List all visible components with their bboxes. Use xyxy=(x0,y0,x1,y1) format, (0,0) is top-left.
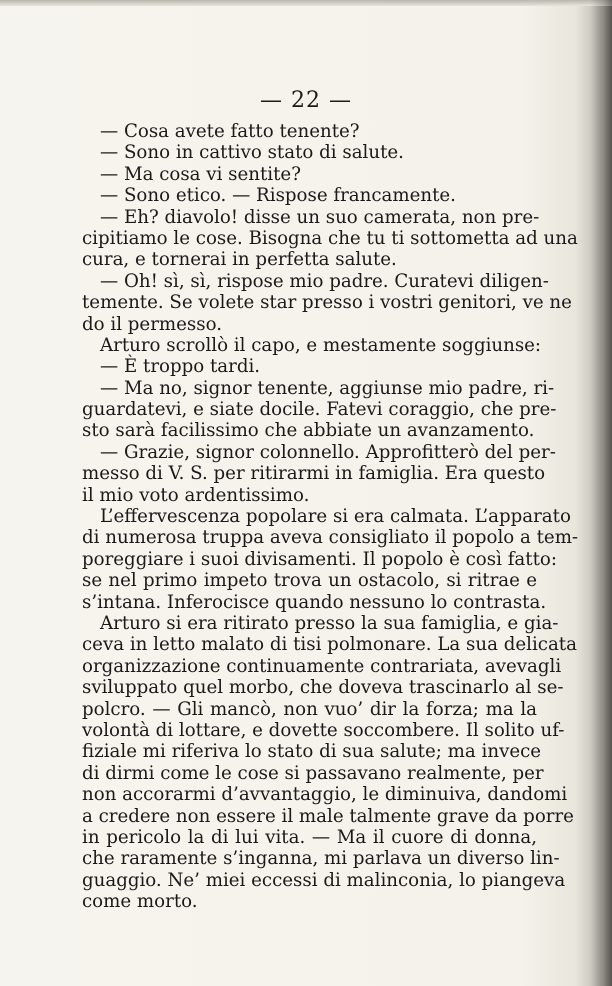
text-line: s’intana. Inferocisce quando nessuno lo contrasta. xyxy=(82,591,547,613)
text-line: cura, e tornerai in perfetta salute. xyxy=(82,249,397,271)
text-line: che raramente s’inganna, mi parlava un diverso lin- xyxy=(82,848,560,870)
text-line: messo di V. S. per ritirarmi in famiglia. Era questo xyxy=(82,463,546,485)
text-line: organizzazione continuamente contrariata, avevagli xyxy=(82,655,562,677)
text-line: Arturo scrollò il capo, e mestamente soggiunse: xyxy=(100,334,542,356)
text-line: — Sono in cattivo stato di salute. xyxy=(100,142,404,164)
text-line: Arturo si era ritirato presso la sua famiglia, e gia- xyxy=(100,612,559,634)
text-line: — Ma no, signor tenente, aggiunse mio padre, ri- xyxy=(100,377,555,399)
text-line: fiziale mi riferiva lo stato di sua salute; ma invece xyxy=(82,741,542,763)
text-line: volontà di lottare, e dovette soccombere. Il solito uf- xyxy=(82,719,565,741)
text-line: sto sarà facilissimo che abbiate un avanzamento. xyxy=(82,420,535,442)
text-line: guardatevi, e siate docile. Fatevi coraggio, che pre- xyxy=(82,399,557,421)
text-line: — Sono etico. — Rispose francamente. xyxy=(100,185,456,207)
text-line: do il permesso. xyxy=(82,313,222,335)
text-line: sviluppato quel morbo, che doveva trascinarlo al se- xyxy=(82,677,564,699)
text-line: in pericolo la di lui vita. — Ma il cuore di donna, xyxy=(82,826,537,848)
page-binding-shadow xyxy=(590,0,612,986)
text-line: il mio voto ardentissimo. xyxy=(82,484,310,506)
text-line: come morto. xyxy=(82,891,198,913)
text-line: — Cosa avete fatto tenente? xyxy=(100,121,360,142)
text-line: — Grazie, signor colonnello. Approfitterò del per- xyxy=(100,441,556,463)
text-line: — È troppo tardi. xyxy=(100,356,261,378)
text-line: di dirmi come le cose si passavano realmente, per xyxy=(82,762,544,784)
text-line: — Eh? diavolo! disse un suo camerata, non pre- xyxy=(100,206,540,228)
text-line: poreggiare i suoi divisamenti. Il popolo è così fatto: xyxy=(82,548,557,570)
page-number: — 22 — xyxy=(260,88,352,113)
text-line: a credere non essere il male talmente grave da porre xyxy=(82,805,574,827)
text-line: cipitiamo le cose. Bisogna che tu ti sottometta ad una xyxy=(82,227,578,249)
text-line: — Oh! sì, sì, rispose mio padre. Curatevi diligen- xyxy=(100,270,549,292)
text-line: polcro. — Gli mancò, non vuo’ dir la forza; ma la xyxy=(82,698,537,720)
text-line: temente. Se volete star presso i vostri genitori, ve ne xyxy=(82,292,572,314)
text-line: se nel primo impeto trova un ostacolo, si ritrae e xyxy=(82,570,537,592)
text-line: non accorarmi d’avvantaggio, le diminuiva, dandomi xyxy=(82,784,568,806)
text-line: L’effervescenza popolare si era calmata. L’apparato xyxy=(100,506,571,528)
text-line: di numerosa truppa aveva consigliato il popolo a tem- xyxy=(82,527,579,549)
text-line: — Ma cosa vi sentite? xyxy=(100,163,301,185)
page-top-edge xyxy=(0,0,612,6)
text-line: guaggio. Ne’ miei eccessi di malinconia, lo piangeva xyxy=(82,869,566,891)
body-text xyxy=(82,121,579,913)
text-line: ceva in letto malato di tisi polmonare. La sua delicata xyxy=(82,634,577,656)
